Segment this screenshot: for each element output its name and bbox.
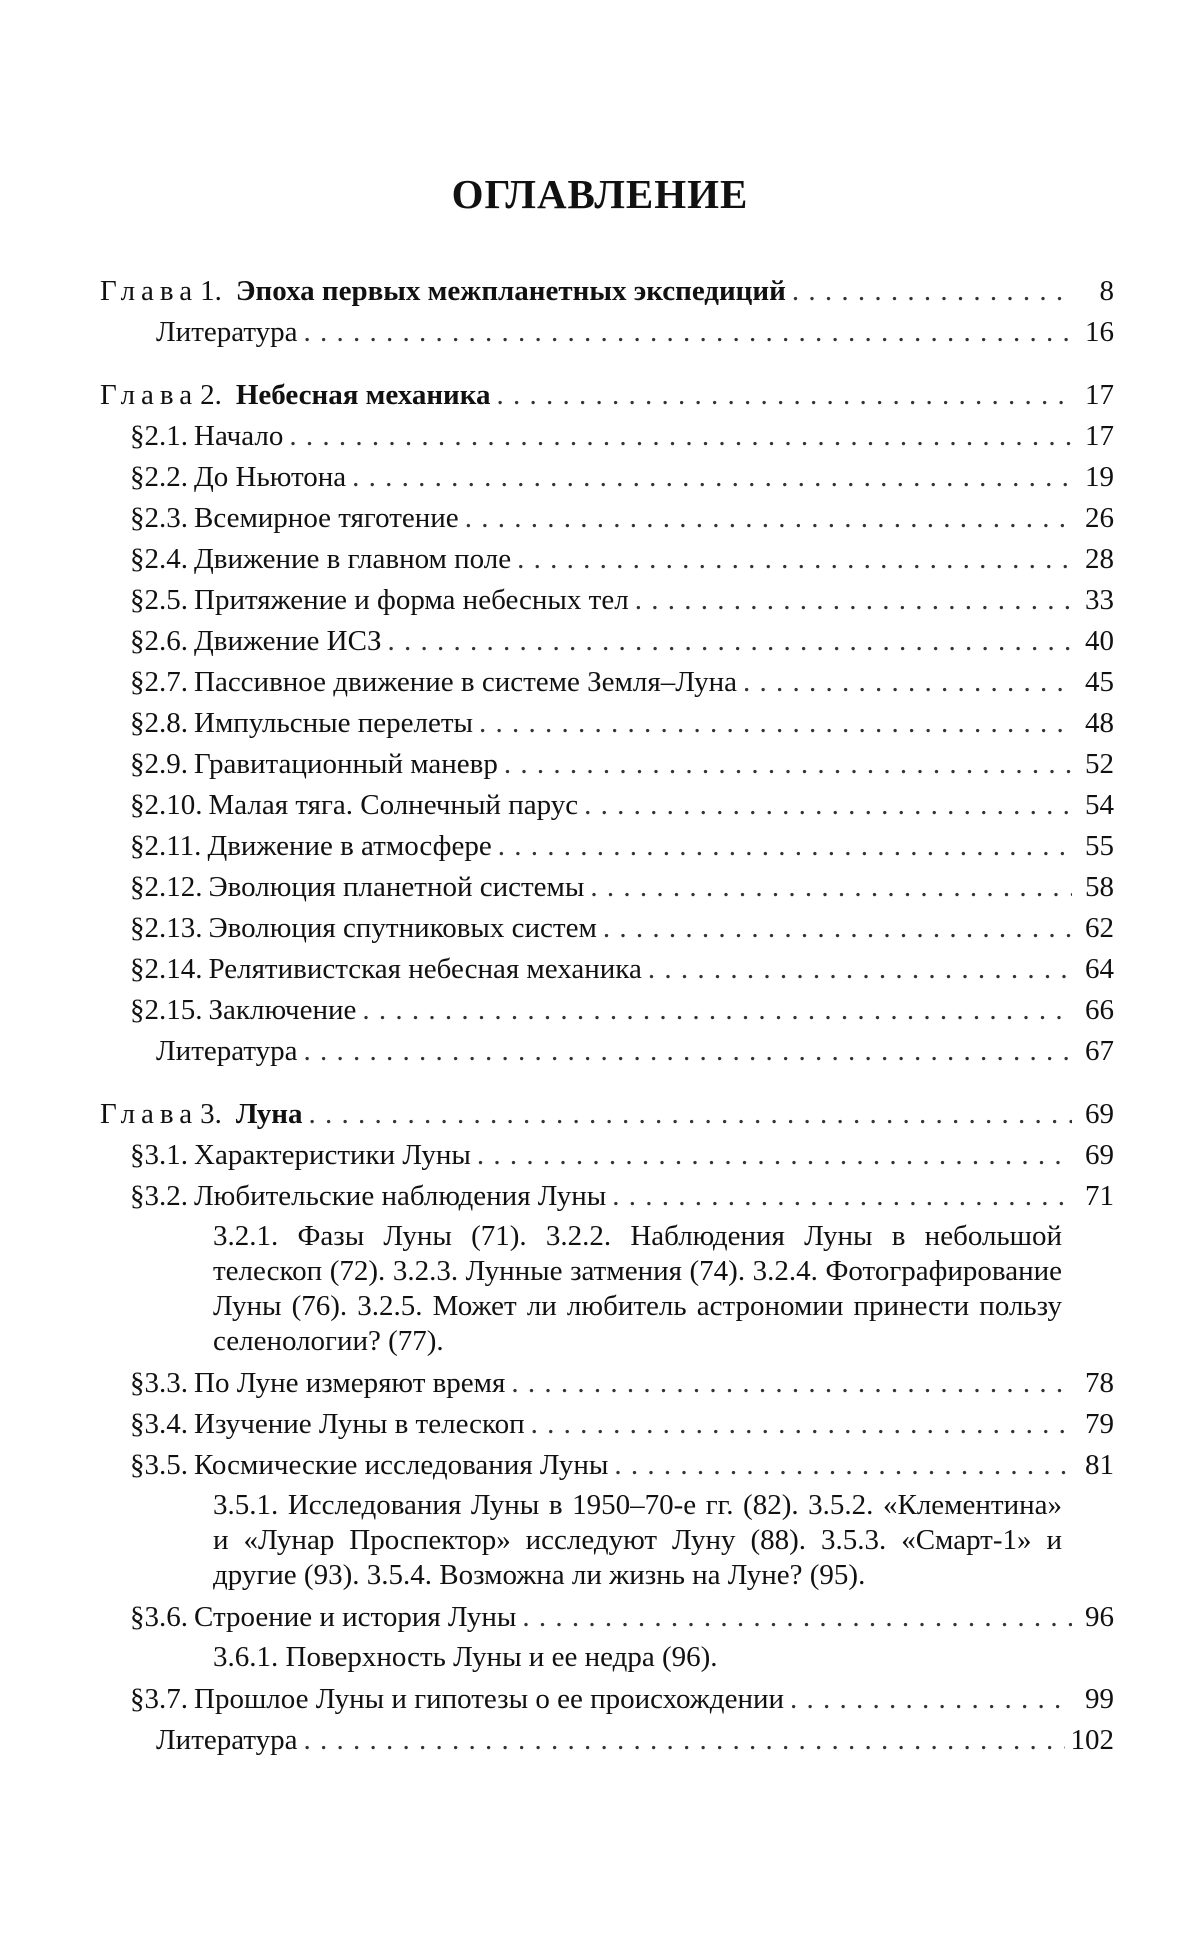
toc-section[interactable] bbox=[100, 1135, 1114, 1176]
page-number: 52 bbox=[1085, 748, 1114, 780]
dot-leader bbox=[308, 1094, 1072, 1135]
section-title: Эволюция планетной системы bbox=[208, 871, 585, 903]
section-title: Прошлое Луны и гипотезы о ее происхождении bbox=[194, 1683, 784, 1715]
page-number: 78 bbox=[1085, 1367, 1114, 1399]
toc-section[interactable] bbox=[100, 785, 1114, 826]
section-title: Малая тяга. Солнечный парус bbox=[208, 789, 579, 821]
section-number: §2.13. bbox=[130, 912, 203, 944]
section-number: §3.3. bbox=[130, 1367, 188, 1399]
toc-section[interactable] bbox=[100, 1679, 1114, 1720]
dot-leader bbox=[479, 703, 1072, 744]
page-number: 33 bbox=[1085, 584, 1114, 616]
subsection-list: 3.2.1. Фазы Луны (71). 3.2.2. Наблюдения Луны в небольшой телескоп (72). 3.2.3. Лунные затмения (74). 3.2.4. Фотографирование Луны (76). 3.2.5. Может ли любитель астрономии принести пользу селенологии? (77). bbox=[213, 1220, 1062, 1357]
section-title: Строение и история Луны bbox=[194, 1601, 517, 1633]
page-number: 64 bbox=[1085, 953, 1114, 985]
section-title: Притяжение и форма небесных тел bbox=[194, 584, 629, 616]
literature-label: Литература bbox=[156, 1724, 298, 1756]
page-number: 19 bbox=[1085, 461, 1114, 493]
section-title: Релятивистская небесная механика bbox=[208, 953, 642, 985]
dot-leader bbox=[352, 457, 1072, 498]
toc-section[interactable] bbox=[100, 1597, 1114, 1638]
chapter-block bbox=[100, 271, 1114, 353]
section-number: §2.10. bbox=[130, 789, 203, 821]
toc-section[interactable] bbox=[100, 457, 1114, 498]
toc-section[interactable] bbox=[100, 539, 1114, 580]
dot-leader bbox=[504, 744, 1072, 785]
section-title: Гравитационный маневр bbox=[194, 748, 498, 780]
chapter-lead: Глава bbox=[100, 275, 199, 307]
page-number: 66 bbox=[1085, 994, 1114, 1026]
dot-leader bbox=[498, 826, 1072, 867]
dot-leader bbox=[477, 1135, 1072, 1176]
dot-leader bbox=[465, 498, 1072, 539]
toc-section[interactable] bbox=[100, 498, 1114, 539]
page-number: 79 bbox=[1085, 1408, 1114, 1440]
dot-leader bbox=[517, 539, 1072, 580]
section-number: §2.1. bbox=[130, 420, 188, 452]
section-number: §2.8. bbox=[130, 707, 188, 739]
section-title: По Луне измеряют время bbox=[194, 1367, 506, 1399]
page-number: 17 bbox=[1085, 379, 1114, 411]
literature-row[interactable] bbox=[100, 1720, 1114, 1761]
section-number: §3.4. bbox=[130, 1408, 188, 1440]
table-of-contents bbox=[100, 271, 1114, 1783]
chapter-block bbox=[100, 375, 1114, 1072]
dot-leader bbox=[522, 1597, 1072, 1638]
page-number: 96 bbox=[1085, 1601, 1114, 1633]
toc-section[interactable] bbox=[100, 1176, 1114, 1217]
section-title: Всемирное тяготение bbox=[194, 502, 459, 534]
section-title: Пассивное движение в системе Земля–Луна bbox=[194, 666, 738, 698]
toc-section[interactable] bbox=[100, 826, 1114, 867]
dot-leader bbox=[511, 1363, 1072, 1404]
dot-leader bbox=[635, 580, 1072, 621]
section-title: Космические исследования Луны bbox=[194, 1449, 609, 1481]
dot-leader bbox=[531, 1404, 1072, 1445]
chapter-number: 3. bbox=[200, 1098, 222, 1130]
section-number: §2.3. bbox=[130, 502, 188, 534]
literature-label: Литература bbox=[156, 316, 298, 348]
toc-section[interactable] bbox=[100, 416, 1114, 457]
chapter-heading[interactable] bbox=[100, 271, 1114, 312]
dot-leader bbox=[790, 1679, 1072, 1720]
page-title: ОГЛАВЛЕНИЕ bbox=[451, 171, 749, 217]
section-number: §3.6. bbox=[130, 1601, 188, 1633]
page-number: 62 bbox=[1085, 912, 1114, 944]
page-number: 67 bbox=[1085, 1035, 1114, 1067]
section-title: Любительские наблюдения Луны bbox=[194, 1180, 607, 1212]
section-number: §2.4. bbox=[130, 543, 188, 575]
section-number: §3.2. bbox=[130, 1180, 188, 1212]
page-number: 69 bbox=[1085, 1139, 1114, 1171]
dot-leader bbox=[603, 908, 1072, 949]
dot-leader bbox=[648, 949, 1072, 990]
section-title: Характеристики Луны bbox=[194, 1139, 471, 1171]
section-title: Импульсные перелеты bbox=[194, 707, 473, 739]
page-number: 28 bbox=[1085, 543, 1114, 575]
page-number: 71 bbox=[1085, 1180, 1114, 1212]
section-number: §2.12. bbox=[130, 871, 203, 903]
page-number: 81 bbox=[1085, 1449, 1114, 1481]
subsection-list: 3.6.1. Поверхность Луны и ее недра (96). bbox=[213, 1641, 718, 1673]
page-number: 16 bbox=[1085, 316, 1114, 348]
page-number: 8 bbox=[1099, 275, 1114, 307]
chapter-block bbox=[100, 1094, 1114, 1761]
page-number: 58 bbox=[1085, 871, 1114, 903]
dot-leader bbox=[584, 785, 1072, 826]
dot-leader bbox=[362, 990, 1072, 1031]
toc-section[interactable] bbox=[100, 703, 1114, 744]
section-number: §2.14. bbox=[130, 953, 203, 985]
page-number: 102 bbox=[1070, 1724, 1114, 1756]
chapter-title: Эпоха первых межпланетных экспедиций bbox=[235, 275, 786, 307]
toc-section[interactable] bbox=[100, 867, 1114, 908]
toc-section[interactable] bbox=[100, 908, 1114, 949]
section-title: Начало bbox=[194, 420, 284, 452]
toc-section[interactable] bbox=[100, 580, 1114, 621]
dot-leader bbox=[612, 1176, 1072, 1217]
section-number: §2.6. bbox=[130, 625, 188, 657]
section-title: Изучение Луны в телескоп bbox=[194, 1408, 525, 1440]
page-number: 54 bbox=[1085, 789, 1114, 821]
section-number: §3.1. bbox=[130, 1139, 188, 1171]
page-number: 48 bbox=[1085, 707, 1114, 739]
toc-section[interactable] bbox=[100, 1404, 1114, 1445]
page-number: 99 bbox=[1085, 1683, 1114, 1715]
page-number: 55 bbox=[1085, 830, 1114, 862]
section-number: §3.5. bbox=[130, 1449, 188, 1481]
subsection-list: 3.5.1. Исследования Луны в 1950–70-е гг. (82). 3.5.2. «Клементина» и «Лунар Проспектор» исследуют Луну (88). 3.5.3. «Смарт-1» и другие (93). 3.5.4. Возможна ли жизнь на Луне? (95). bbox=[213, 1489, 1062, 1591]
chapter-title: Луна bbox=[235, 1098, 303, 1130]
page-number: 45 bbox=[1085, 666, 1114, 698]
section-number: §3.7. bbox=[130, 1683, 188, 1715]
chapter-lead: Глава bbox=[100, 379, 199, 411]
toc-section[interactable] bbox=[100, 662, 1114, 703]
chapter-number: 2. bbox=[200, 379, 222, 411]
dot-leader bbox=[590, 867, 1072, 908]
toc-section[interactable] bbox=[100, 744, 1114, 785]
dot-leader bbox=[497, 375, 1072, 416]
section-number: §2.9. bbox=[130, 748, 188, 780]
chapter-title: Небесная механика bbox=[235, 379, 491, 411]
dot-leader bbox=[792, 271, 1072, 312]
chapter-heading[interactable] bbox=[100, 375, 1114, 416]
section-title: Движение в главном поле bbox=[194, 543, 512, 575]
section-number: §2.2. bbox=[130, 461, 188, 493]
literature-row[interactable] bbox=[100, 312, 1114, 353]
toc-section[interactable] bbox=[100, 621, 1114, 662]
section-number: §2.5. bbox=[130, 584, 188, 616]
dot-leader bbox=[289, 416, 1072, 457]
dot-leader bbox=[614, 1445, 1072, 1486]
page-number: 17 bbox=[1085, 420, 1114, 452]
section-number: §2.7. bbox=[130, 666, 188, 698]
section-number: §2.11. bbox=[130, 830, 202, 862]
dot-leader bbox=[304, 1031, 1072, 1072]
chapter-heading[interactable] bbox=[100, 1094, 1114, 1135]
literature-row[interactable] bbox=[100, 1031, 1114, 1072]
page-number: 40 bbox=[1085, 625, 1114, 657]
section-title: Движение в атмосфере bbox=[207, 830, 492, 862]
section-title: До Ньютона bbox=[194, 461, 347, 493]
toc-section[interactable] bbox=[100, 1445, 1114, 1486]
toc-section[interactable] bbox=[100, 1363, 1114, 1404]
chapter-lead: Глава bbox=[100, 1098, 199, 1130]
toc-section[interactable] bbox=[100, 949, 1114, 990]
section-number: §2.15. bbox=[130, 994, 203, 1026]
chapter-number: 1. bbox=[200, 275, 222, 307]
dot-leader bbox=[388, 621, 1073, 662]
dot-leader bbox=[304, 1720, 1065, 1761]
page-number: 69 bbox=[1085, 1098, 1114, 1130]
section-title: Заключение bbox=[208, 994, 357, 1026]
literature-label: Литература bbox=[156, 1035, 298, 1067]
section-title: Эволюция спутниковых систем bbox=[208, 912, 597, 944]
dot-leader bbox=[304, 312, 1072, 353]
dot-leader bbox=[743, 662, 1072, 703]
section-title: Движение ИСЗ bbox=[194, 625, 382, 657]
page-number: 26 bbox=[1085, 502, 1114, 534]
toc-section[interactable] bbox=[100, 990, 1114, 1031]
